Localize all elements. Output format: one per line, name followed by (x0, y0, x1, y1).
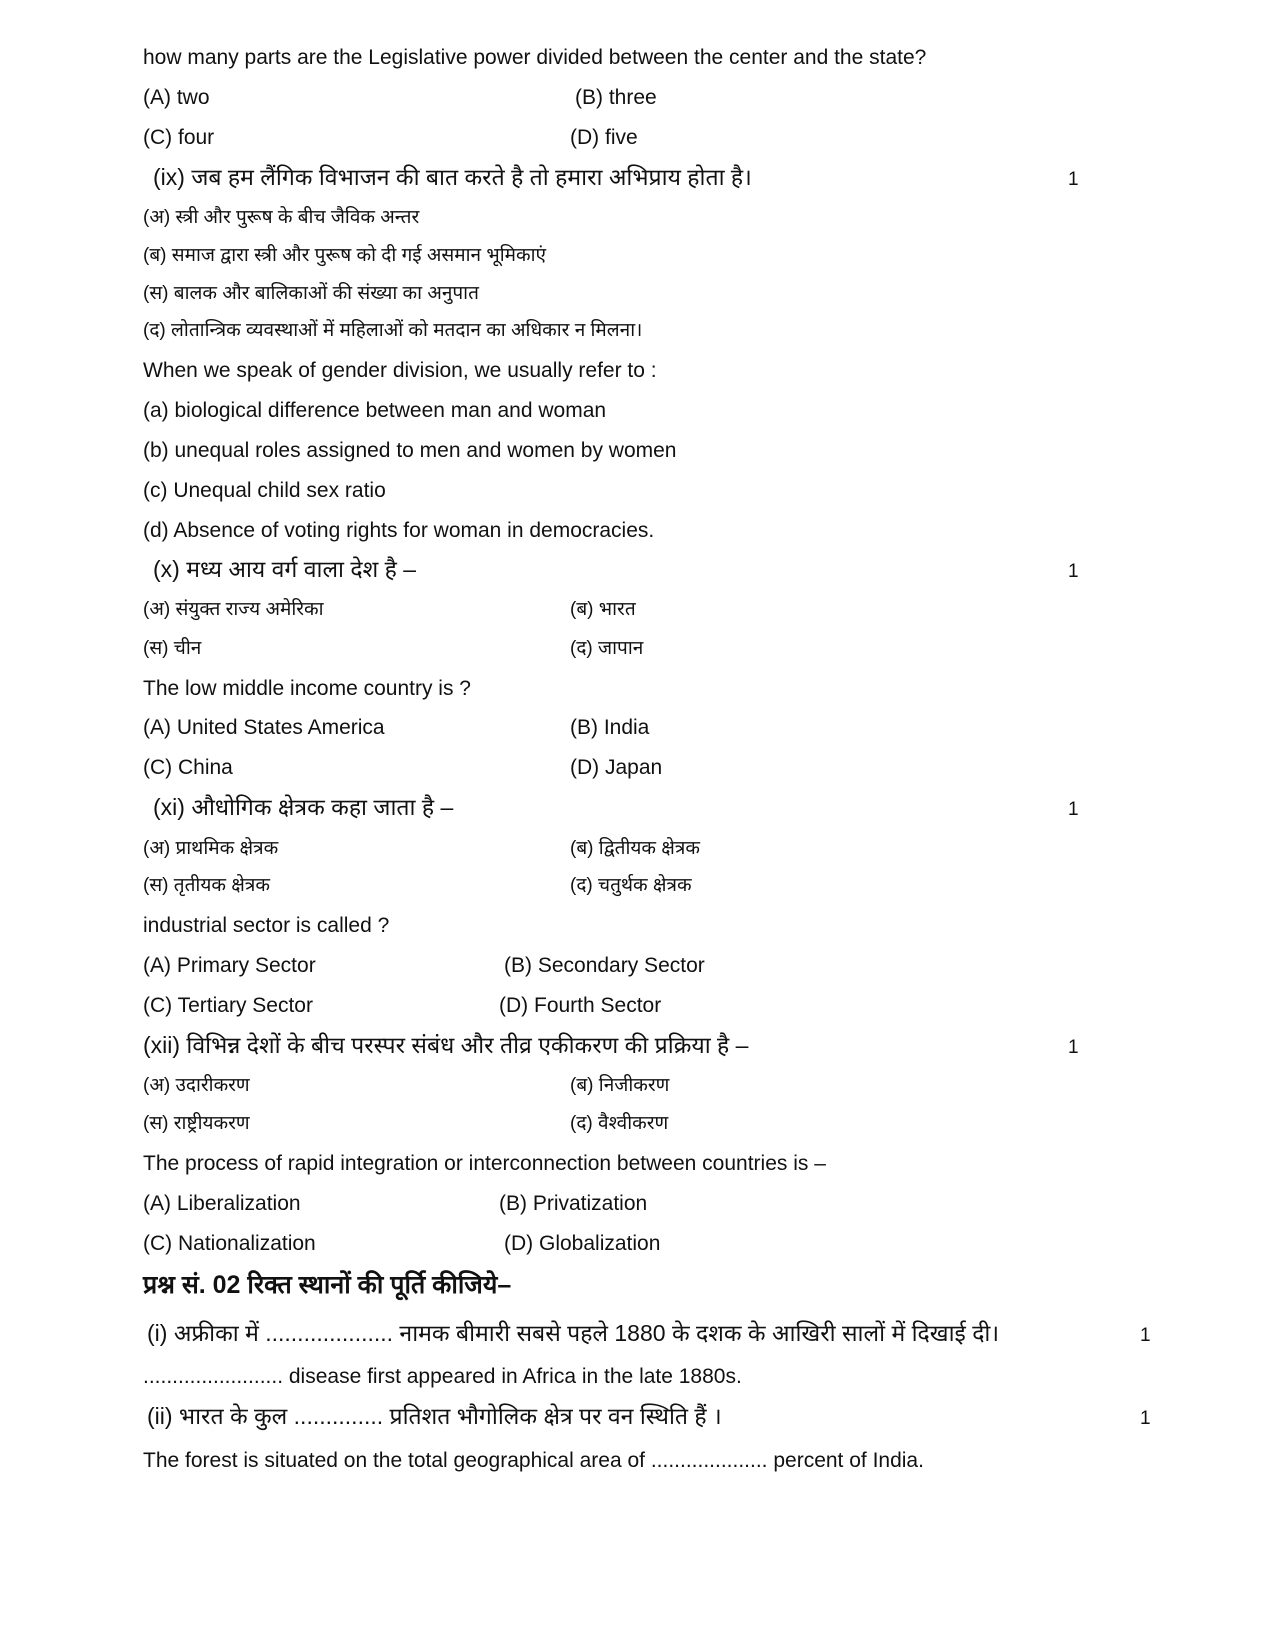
q12-marks: 1 (1068, 1037, 1079, 1058)
fill-blank-2-hindi: (ii) भारत के कुल .............. प्रतिशत भौगोलिक क्षेत्र पर वन स्थिति हैं । (147, 1403, 722, 1429)
q9-english-option-b: (b) unequal roles assigned to men and women by women (143, 439, 677, 462)
q8-option-b: (B) three (575, 86, 657, 109)
q12-english-option-c: (C) Nationalization (143, 1232, 316, 1255)
q10-english-option-b: (B) India (570, 716, 650, 739)
section-2-heading: प्रश्न सं. 02 रिक्त स्थानों की पूर्ति कीजिये– (143, 1271, 512, 1299)
q11-english-option-d: (D) Fourth Sector (499, 994, 662, 1017)
q9-english-question: When we speak of gender division, we usually refer to : (143, 359, 657, 382)
q11-hindi-question: (xi) औधोगिक क्षेत्रक कहा जाता है – (153, 794, 454, 820)
q8-option-d: (D) five (570, 126, 638, 149)
q12-hindi-option-a: (अ) उदारीकरण (143, 1075, 250, 1096)
q9-english-option-d: (d) Absence of voting rights for woman in democracies. (143, 519, 655, 542)
q9-hindi-option-a: (अ) स्त्री और पुरूष के बीच जैविक अन्तर (143, 207, 420, 228)
q8-option-c: (C) four (143, 126, 215, 149)
q9-hindi-option-b: (ब) समाज द्वारा स्त्री और पुरूष को दी गई असमान भूमिकाएं (143, 245, 546, 266)
q11-english-option-c: (C) Tertiary Sector (143, 994, 313, 1017)
q12-english-option-a: (A) Liberalization (143, 1192, 301, 1215)
q9-hindi-option-c: (स) बालक और बालिकाओं की संख्या का अनुपात (143, 283, 479, 304)
q10-english-option-a: (A) United States America (143, 716, 385, 739)
q10-hindi-option-c: (स) चीन (143, 638, 202, 659)
fill-blank-1-hindi: (i) अफ्रीका में .................... नामक बीमारी सबसे पहले 1880 के दशक के आखिरी सालों में दिखाई दी। (147, 1320, 1000, 1346)
q11-hindi-option-a: (अ) प्राथमिक क्षेत्रक (143, 838, 279, 859)
q10-hindi-question: (x) मध्य आय वर्ग वाला देश है – (153, 556, 417, 582)
fill-blank-2-english: The forest is situated on the total geographical area of .................... percent of India. (143, 1449, 924, 1472)
q11-marks: 1 (1068, 799, 1079, 820)
q11-english-option-b: (B) Secondary Sector (504, 954, 705, 977)
q12-hindi-option-d: (द) वैश्वीकरण (570, 1113, 669, 1134)
q10-english-option-c: (C) China (143, 756, 233, 779)
fill-blank-1-marks: 1 (1140, 1325, 1151, 1346)
q9-english-option-a: (a) biological difference between man and woman (143, 399, 607, 422)
q11-hindi-option-d: (द) चतुर्थक क्षेत्रक (570, 875, 692, 896)
q12-english-question: The process of rapid integration or interconnection between countries is – (143, 1152, 826, 1175)
q11-hindi-option-b: (ब) द्वितीयक क्षेत्रक (570, 838, 700, 859)
q8-question: how many parts are the Legislative power divided between the center and the state? (143, 46, 927, 69)
q10-marks: 1 (1068, 561, 1079, 582)
q9-english-option-c: (c) Unequal child sex ratio (143, 479, 386, 502)
q12-hindi-question: (xii) विभिन्न देशों के बीच परस्पर संबंध और तीव्र एकीकरण की प्रक्रिया है – (143, 1032, 749, 1058)
q10-hindi-option-d: (द) जापान (570, 638, 644, 659)
q10-hindi-option-b: (ब) भारत (570, 599, 636, 620)
q12-hindi-option-c: (स) राष्ट्रीयकरण (143, 1113, 250, 1134)
q8-option-a: (A) two (143, 86, 210, 109)
fill-blank-1-english: ........................ disease first appeared in Africa in the late 1880s. (143, 1365, 742, 1388)
q12-hindi-option-b: (ब) निजीकरण (570, 1075, 670, 1096)
q12-english-option-d: (D) Globalization (504, 1232, 661, 1255)
q9-hindi-option-d: (द) लोतान्त्रिक व्यवस्थाओं में महिलाओं को मतदान का अधिकार न मिलना। (143, 320, 643, 341)
q10-hindi-option-a: (अ) संयुक्त राज्य अमेरिका (143, 599, 324, 620)
q11-hindi-option-c: (स) तृतीयक क्षेत्रक (143, 875, 270, 896)
q12-english-option-b: (B) Privatization (499, 1192, 648, 1215)
q9-hindi-question: (ix) जब हम लैंगिक विभाजन की बात करते है तो हमारा अभिप्राय होता है। (153, 164, 752, 190)
q11-english-question: industrial sector is called ? (143, 914, 390, 937)
fill-blank-2-marks: 1 (1140, 1408, 1151, 1429)
q11-english-option-a: (A) Primary Sector (143, 954, 316, 977)
q10-english-option-d: (D) Japan (570, 756, 663, 779)
q9-marks: 1 (1068, 169, 1079, 190)
q10-english-question: The low middle income country is ? (143, 677, 471, 700)
